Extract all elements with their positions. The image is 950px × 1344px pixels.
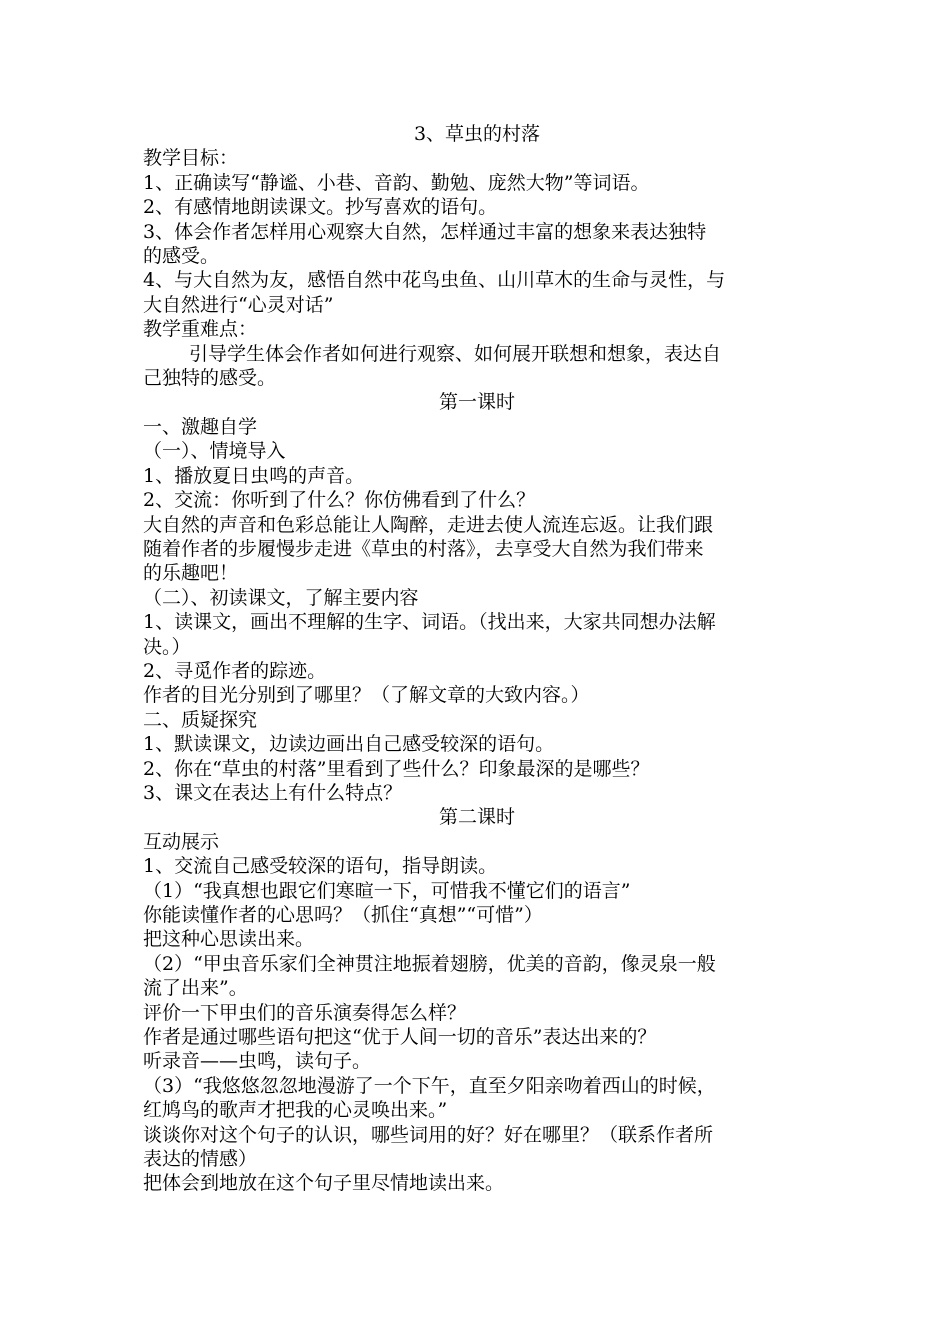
text-line: 评价一下甲虫们的音乐演奏得怎么样？ [143, 1001, 467, 1024]
text-line: 作者是通过哪些语句把这“优于人间一切的音乐”表达出来的？ [143, 1026, 657, 1049]
text-line: （3）“我悠悠忽忽地漫游了一个下午，直至夕阳亲吻着西山的时候， [143, 1074, 716, 1097]
document-page [143, 122, 811, 1196]
lesson-heading: 第一课时 [438, 391, 515, 414]
text-line: 4、与大自然为友，感悟自然中花鸟虫鱼、山川草木的生命与灵性，与 [143, 269, 726, 292]
text-line: 谈谈你对这个句子的认识，哪些词用的好？好在哪里？（联系作者所 [143, 1123, 714, 1146]
text-line: 3、课文在表达上有什么特点？ [143, 781, 403, 804]
section-heading: 互动展示 [143, 830, 220, 853]
subsection-heading: （一）、情境导入 [143, 440, 286, 463]
text-line: 红鸠鸟的歌声才把我的心灵唤出来。” [143, 1099, 448, 1122]
text-line: 的乐趣吧！ [143, 562, 239, 585]
section-heading: 教学目标： [143, 147, 239, 170]
text-line: 1、正确读写“静谧、小巷、音韵、勤勉、庞然大物”等词语。 [143, 171, 650, 194]
text-line: 引导学生体会作者如何进行观察、如何展开联想和想象，表达自 [189, 342, 722, 365]
text-line: 2、交流：你听到了什么？你仿佛看到了什么？ [143, 489, 536, 512]
text-line: 1、读课文，画出不理解的生字、词语。（找出来，大家共同想办法解 [143, 611, 716, 634]
text-line: 大自然的声音和色彩总能让人陶醉，走进去使人流连忘返。让我们跟 [143, 513, 714, 536]
text-line: 3、体会作者怎样用心观察大自然，怎样通过丰富的想象来表达独特 [143, 220, 707, 243]
text-line: 决。） [143, 635, 191, 658]
text-line: 1、默读课文，边读边画出自己感受较深的语句。 [143, 733, 555, 756]
text-line: 2、有感情地朗读课文。抄写喜欢的语句。 [143, 196, 498, 219]
text-line: 大自然进行“心灵对话” [143, 293, 334, 316]
text-line: （2）“甲虫音乐家们全神贯注地振着翅膀，优美的音韵，像灵泉一般 [143, 952, 716, 975]
text-line: 表达的情感） [143, 1148, 258, 1171]
subsection-heading: （二）、初读课文，了解主要内容 [143, 586, 419, 609]
lesson-heading: 第二课时 [438, 806, 515, 829]
text-line: 的感受。 [143, 245, 220, 268]
text-line: 随着作者的步履慢步走进《草虫的村落》，去享受大自然为我们带来 [143, 537, 704, 560]
text-line: （1）“我真想也跟它们寒暄一下，可惜我不懂它们的语言” [143, 879, 631, 902]
text-line: 2、寻觅作者的踪迹。 [143, 659, 327, 682]
section-heading: 教学重难点： [143, 318, 258, 341]
text-line: 作者的目光分别到了哪里？（了解文章的大致内容。） [143, 684, 590, 707]
text-line: 1、播放夏日虫鸣的声音。 [143, 464, 365, 487]
text-line: 听录音——虫鸣，读句子。 [143, 1050, 372, 1073]
text-line: 流了出来”。 [143, 977, 248, 1000]
text-line: 2、你在“草虫的村落”里看到了些什么？印象最深的是哪些？ [143, 757, 650, 780]
section-heading: 一、激趣自学 [143, 415, 258, 438]
text-line: 把这种心思读出来。 [143, 928, 315, 951]
text-line: 己独特的感受。 [143, 367, 277, 390]
text-line: 你能读懂作者的心思吗？（抓住“真想”“可惜”） [143, 904, 543, 926]
text-line: 1、交流自己感受较深的语句，指导朗读。 [143, 855, 498, 878]
text-line: 把体会到地放在这个句子里尽情地读出来。 [143, 1172, 505, 1195]
document-title: 3、草虫的村落 [413, 123, 541, 145]
section-heading: 二、质疑探究 [143, 708, 258, 731]
